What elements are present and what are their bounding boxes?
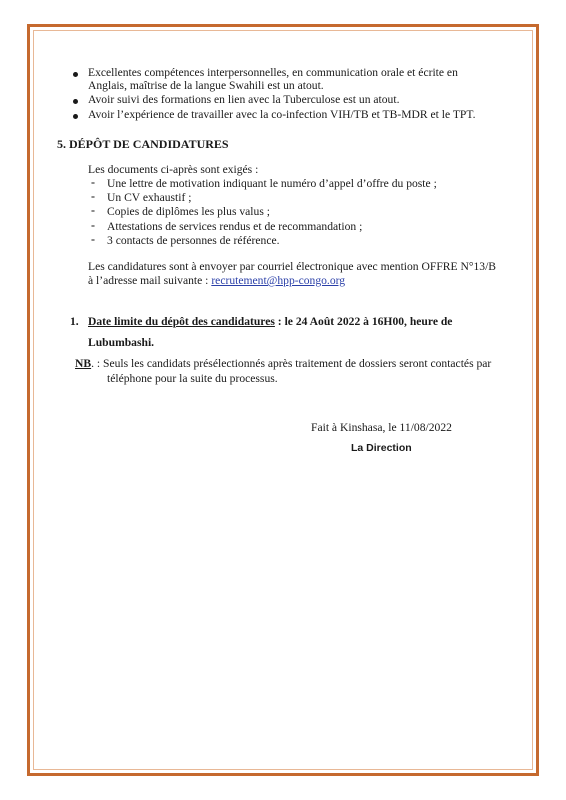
note-line2: téléphone pour la suite du processus. <box>107 372 278 385</box>
document-item: Copies de diplômes les plus valus ; <box>107 205 270 218</box>
document-item: Une lettre de motivation indiquant le numéro d’appel d’offre du poste ; <box>107 177 437 190</box>
section-heading: 5. DÉPÔT DE CANDIDATURES <box>57 137 229 151</box>
deadline-line1 <box>88 315 452 329</box>
dash-bullet-icon: - <box>91 232 95 246</box>
signatory: La Direction <box>351 442 412 454</box>
place-date: Fait à Kinshasa, le 11/08/2022 <box>311 421 452 434</box>
deadline-line2: Lubumbashi. <box>88 336 155 349</box>
send-instructions-line2 <box>88 274 345 288</box>
document-item: Attestations de services rendus et de recommandation ; <box>107 220 363 233</box>
dash-bullet-icon: - <box>91 189 95 203</box>
bullet-dot-icon <box>73 99 78 104</box>
deadline-number: 1. <box>70 315 79 328</box>
dash-bullet-icon: - <box>91 203 95 217</box>
bullet-item-2: Avoir suivi des formations en lien avec la Tuberculose est un atout. <box>88 93 400 106</box>
bullet-item-1-line2: Anglais, maîtrise de la langue Swahili est un atout. <box>88 79 324 92</box>
dash-bullet-icon: - <box>91 175 95 189</box>
send-instructions-line1: Les candidatures sont à envoyer par courriel électronique avec mention OFFRE N°13/B <box>88 260 497 273</box>
note-line1 <box>75 357 491 371</box>
bullet-item-3: Avoir l’expérience de travailler avec la co-infection VIH/TB et TB-MDR et le TPT. <box>88 108 476 121</box>
send-instructions-prefix: à l’adresse mail suivante : <box>88 274 212 287</box>
note-label: NB <box>75 357 92 370</box>
bullet-dot-icon <box>73 114 78 119</box>
email-link[interactable]: recrutement@hpp-congo.org <box>211 274 346 287</box>
bullet-dot-icon <box>73 72 78 77</box>
document-item: Un CV exhaustif ; <box>107 191 192 204</box>
bullet-item-1-line1: Excellentes compétences interpersonnelles, en communication orale et écrite en <box>88 66 458 79</box>
dash-bullet-icon: - <box>91 218 95 232</box>
documents-intro: Les documents ci-après sont exigés : <box>88 163 259 176</box>
deadline-date: : le 24 Août 2022 à 16H00, heure de <box>274 315 453 328</box>
deadline-label: Date limite du dépôt des candidatures <box>88 315 275 328</box>
note-text: . : Seuls les candidats présélectionnés après traitement de dossiers seront contactés par <box>91 357 492 370</box>
document-item: 3 contacts de personnes de référence. <box>107 234 280 247</box>
